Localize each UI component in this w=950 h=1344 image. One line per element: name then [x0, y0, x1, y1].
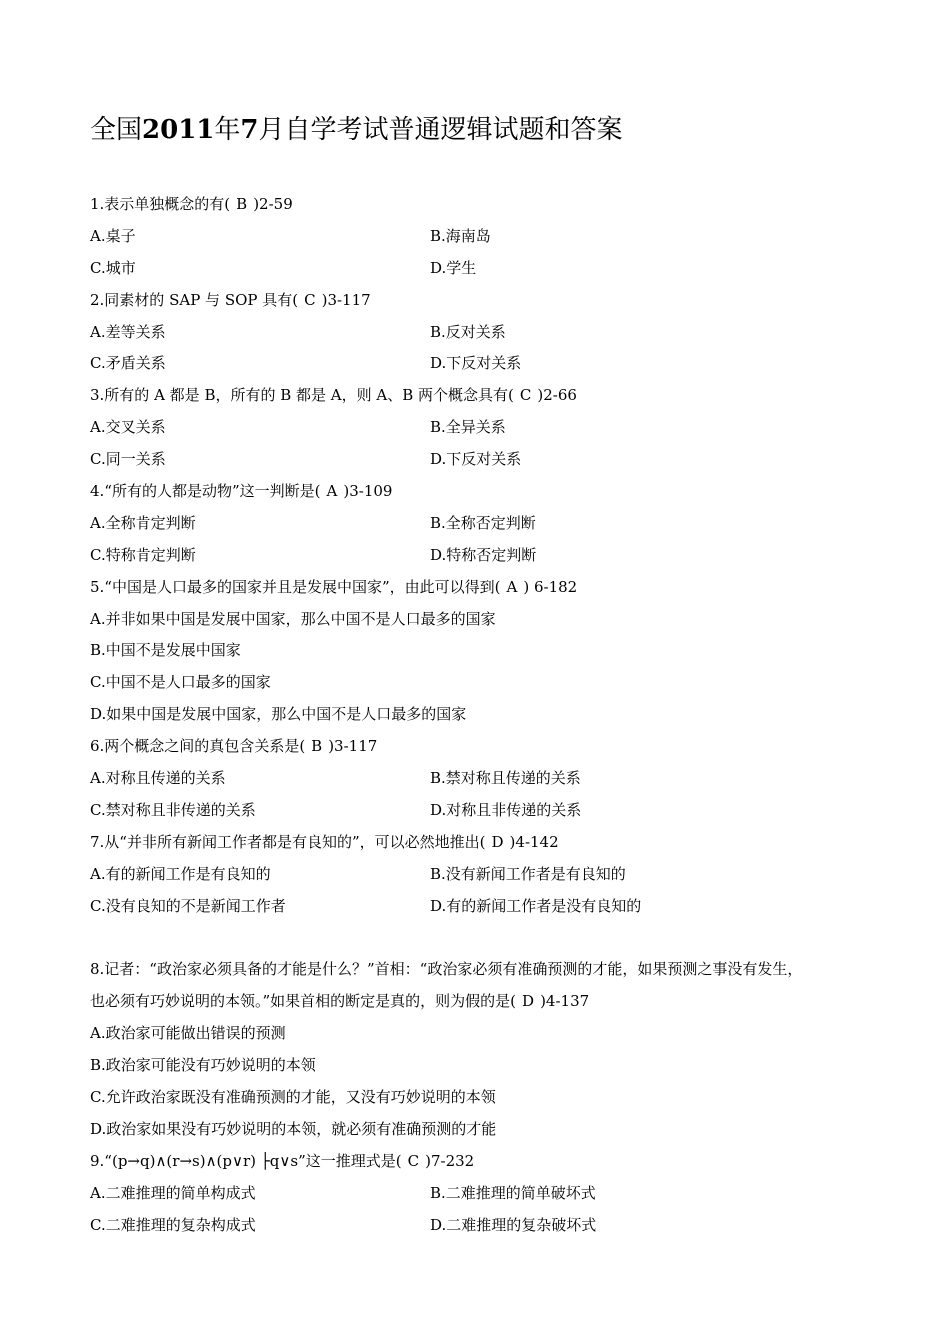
question-1-options-row-1	[90, 221, 880, 253]
question-6-answer: B	[311, 737, 323, 756]
question-4-options-row-2	[90, 540, 880, 572]
option-d: D.下反对关系	[430, 450, 522, 469]
title-prefix: 全国	[90, 115, 143, 145]
option-d: D.如果中国是发展中国家，那么中国不是人口最多的国家	[90, 705, 467, 724]
option-b: B.全异关系	[430, 418, 506, 437]
question-7-stem: 7.从“并非所有新闻工作者都是有良知的”，可以必然地推出( D )4-142	[90, 827, 880, 859]
question-9-options-row-1	[90, 1178, 880, 1210]
page-title	[90, 112, 623, 148]
option-a: A.有的新闻工作是有良知的	[90, 864, 271, 883]
option-b: B.二难推理的简单破坏式	[430, 1183, 596, 1202]
question-2-options-row-1	[90, 317, 880, 349]
question-6-options-row-1	[90, 763, 880, 795]
question-1-options-row-2	[90, 253, 880, 285]
option-d: D.学生	[430, 258, 477, 277]
question-7-options-row-2	[90, 891, 880, 923]
option-a: A.桌子	[90, 226, 136, 245]
question-9-answer: C	[407, 1151, 420, 1170]
question-4-stem: 4.“所有的人都是动物”这一判断是( A )3-109	[90, 476, 880, 508]
option-b: B.政治家可能没有巧妙说明的本领	[90, 1056, 316, 1075]
option-a: A.交叉关系	[90, 418, 166, 437]
question-4-options-row-1	[90, 508, 880, 540]
option-c: C.二难推理的复杂构成式	[90, 1215, 256, 1234]
option-c: C.同一关系	[90, 450, 166, 469]
option-c: C.矛盾关系	[90, 354, 166, 373]
question-7-options-row-1	[90, 859, 880, 891]
option-c: C.城市	[90, 258, 136, 277]
question-3-options-row-1	[90, 412, 880, 444]
option-c: C.禁对称且非传递的关系	[90, 800, 256, 819]
option-a: A.政治家可能做出错误的预测	[90, 1024, 286, 1043]
question-2-stem: 2.同素材的 SAP 与 SOP 具有( C )3-117	[90, 285, 880, 317]
question-8-answer: D	[522, 992, 535, 1011]
option-d: D.有的新闻工作者是没有良知的	[430, 896, 642, 915]
question-5-stem: 5.“中国是人口最多的国家并且是发展中国家”，由此可以得到( A ) 6-182	[90, 572, 880, 604]
option-c: C.特称肯定判断	[90, 545, 196, 564]
question-2-answer: C	[304, 290, 316, 309]
option-a: A.全称肯定判断	[90, 513, 196, 532]
question-1-stem: 1.表示单独概念的有( B )2-59	[90, 189, 880, 221]
option-c: C.中国不是人口最多的国家	[90, 673, 271, 692]
question-8-stem-line-1: 8.记者：“政治家必须具备的才能是什么？”首相：“政治家必须有准确预测的才能，如果预测之事没有发生，	[90, 960, 803, 979]
title-month: 7	[240, 115, 259, 145]
option-d: D.二难推理的复杂破坏式	[430, 1215, 597, 1234]
question-9-stem: 9.“(p→q)∧(r→s)∧(p∨r) ├q∨s”这一推理式是( C )7-232	[90, 1146, 880, 1178]
option-b: B.反对关系	[430, 322, 506, 341]
question-list	[90, 189, 880, 1241]
question-3-options-row-2	[90, 444, 880, 476]
question-4-answer: A	[326, 482, 338, 501]
option-b: B.海南岛	[430, 226, 491, 245]
option-b: B.中国不是发展中国家	[90, 641, 241, 660]
spacer	[90, 922, 880, 954]
option-d: D.对称且非传递的关系	[430, 800, 582, 819]
option-d: D.下反对关系	[430, 354, 522, 373]
option-a: A.差等关系	[90, 322, 166, 341]
option-c: C.没有良知的不是新闻工作者	[90, 896, 286, 915]
option-b: B.没有新闻工作者是有良知的	[430, 864, 626, 883]
question-6-stem: 6.两个概念之间的真包含关系是( B )3-117	[90, 731, 880, 763]
option-a: A.并非如果中国是发展中国家，那么中国不是人口最多的国家	[90, 609, 496, 628]
title-year: 2011	[142, 115, 215, 145]
question-3-stem: 3.所有的 A 都是 B，所有的 B 都是 A，则 A、B 两个概念具有( C )2-66	[90, 380, 880, 412]
option-a: A.对称且传递的关系	[90, 769, 226, 788]
title-suffix: 月自学考试普通逻辑试题和答案	[258, 115, 623, 145]
question-9-options-row-2	[90, 1210, 880, 1242]
question-2-options-row-2	[90, 348, 880, 380]
option-b: B.全称否定判断	[430, 513, 536, 532]
option-d: D.政治家如果没有巧妙说明的本领，就必须有准确预测的才能	[90, 1119, 497, 1138]
option-b: B.禁对称且传递的关系	[430, 769, 581, 788]
title-year-unit: 年	[214, 115, 241, 145]
option-a: A.二难推理的简单构成式	[90, 1183, 256, 1202]
question-3-answer: C	[519, 386, 532, 405]
question-1-answer: B	[236, 195, 248, 213]
question-5-answer: A	[506, 577, 518, 596]
option-c: C.允许政治家既没有准确预测的才能，又没有巧妙说明的本领	[90, 1087, 496, 1106]
question-7-answer: D	[491, 832, 504, 851]
question-8-stem-line-2: 也必须有巧妙说明的本领。”如果首相的断定是真的，则为假的是( D )4-137	[90, 986, 880, 1018]
option-d: D.特称否定判断	[430, 545, 537, 564]
question-6-options-row-2	[90, 795, 880, 827]
